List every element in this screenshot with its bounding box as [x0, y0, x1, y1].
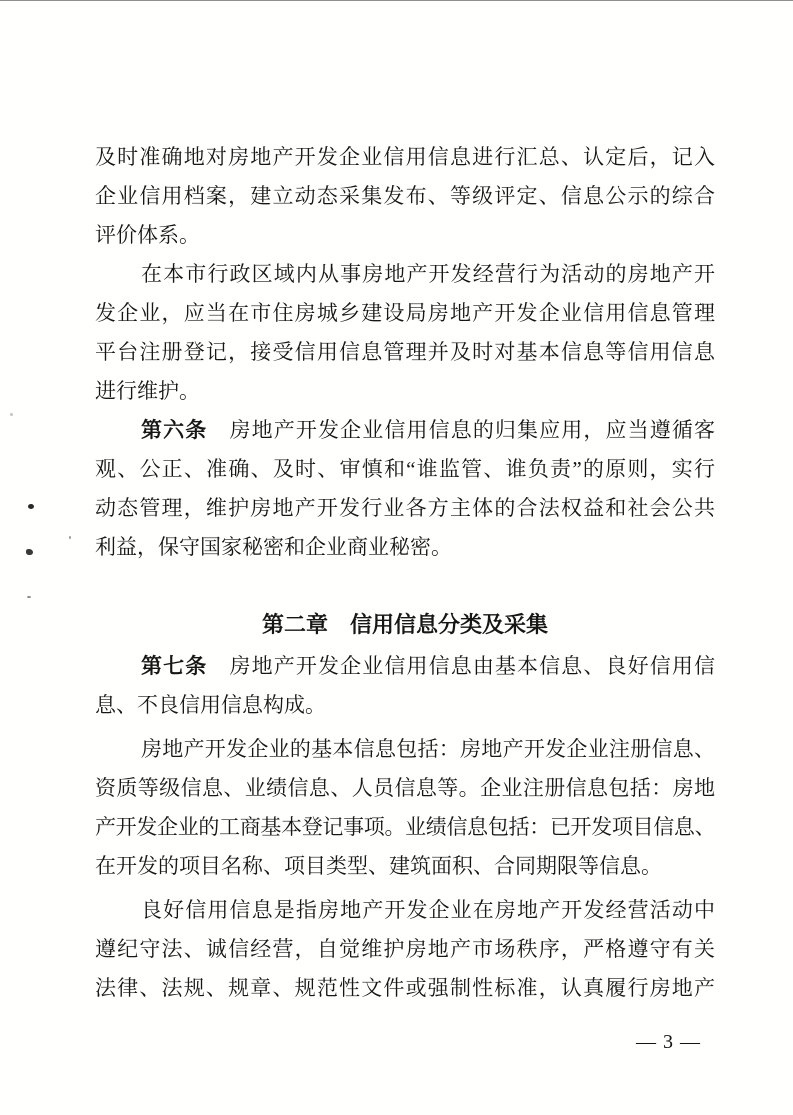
text-line: 企业信用档案，建立动态采集发布、等级评定、信息公示的综合 — [95, 184, 715, 208]
article-number-label: 第七条 — [141, 655, 208, 678]
paragraph-good-credit — [95, 891, 715, 1008]
scan-speck — [26, 549, 33, 555]
text-line: 评价体系。 — [95, 223, 200, 247]
article-text: 房地产开发企业信用信息由基本信息、良好信用信 — [207, 654, 716, 678]
scan-speck — [27, 596, 31, 598]
text-line — [95, 647, 715, 686]
paragraph-intro-continuation — [95, 138, 715, 255]
scan-speck — [69, 536, 71, 539]
text-line: 房地产开发企业的基本信息包括：房地产开发企业注册信息、 — [141, 737, 715, 761]
text-line: 良好信用信息是指房地产开发企业在房地产开发经营活动中 — [141, 898, 715, 922]
text-line: 及时准确地对房地产开发企业信用信息进行汇总、认定后，记入 — [95, 145, 715, 169]
text-line: 发企业，应当在市住房城乡建设局房地产开发企业信用信息管理 — [95, 301, 715, 325]
page-number: — 3 — — [636, 1031, 701, 1053]
text-line: 产开发企业的工商基本登记事项。业绩信息包括：已开发项目信息、 — [95, 815, 715, 839]
text-line: 利益，保守国家秘密和企业商业秘密。 — [95, 535, 452, 559]
text-line — [95, 411, 715, 450]
text-line: 在本市行政区域内从事房地产开发经营行为活动的房地产开 — [141, 262, 715, 286]
document-body — [95, 138, 715, 1008]
text-line: 平台注册登记，接受信用信息管理并及时对基本信息等信用信息 — [95, 340, 715, 364]
paragraph-registration — [95, 255, 715, 411]
paragraph-basic-info — [95, 730, 715, 886]
text-line: 在开发的项目名称、项目类型、建筑面积、合同期限等信息。 — [95, 854, 662, 878]
text-line: 法律、法规、规章、规范性文件或强制性标准，认真履行房地产 — [95, 976, 715, 1000]
article-number-label: 第六条 — [141, 419, 208, 442]
chapter-heading: 第二章 信用信息分类及采集 — [261, 612, 548, 637]
text-line: 进行维护。 — [95, 379, 200, 403]
scan-speck — [28, 504, 34, 509]
scan-edge-artifact — [0, 0, 793, 1]
scan-speck — [10, 413, 13, 416]
text-line: 动态管理，维护房地产开发行业各方主体的合法权益和社会公共 — [95, 496, 715, 520]
text-line: 资质等级信息、业绩信息、人员信息等。企业注册信息包括：房地 — [95, 776, 715, 800]
text-line: 息、不良信用信息构成。 — [95, 693, 326, 717]
paragraph-article-6 — [95, 411, 715, 567]
article-text: 房地产开发企业信用信息的归集应用，应当遵循客 — [207, 418, 716, 442]
paragraph-article-7 — [95, 647, 715, 725]
text-line: 遵纪守法、诚信经营，自觉维护房地产市场秩序，严格遵守有关 — [95, 937, 715, 961]
text-line: 观、公正、准确、及时、审慎和“谁监管、谁负责”的原则，实行 — [95, 457, 715, 481]
